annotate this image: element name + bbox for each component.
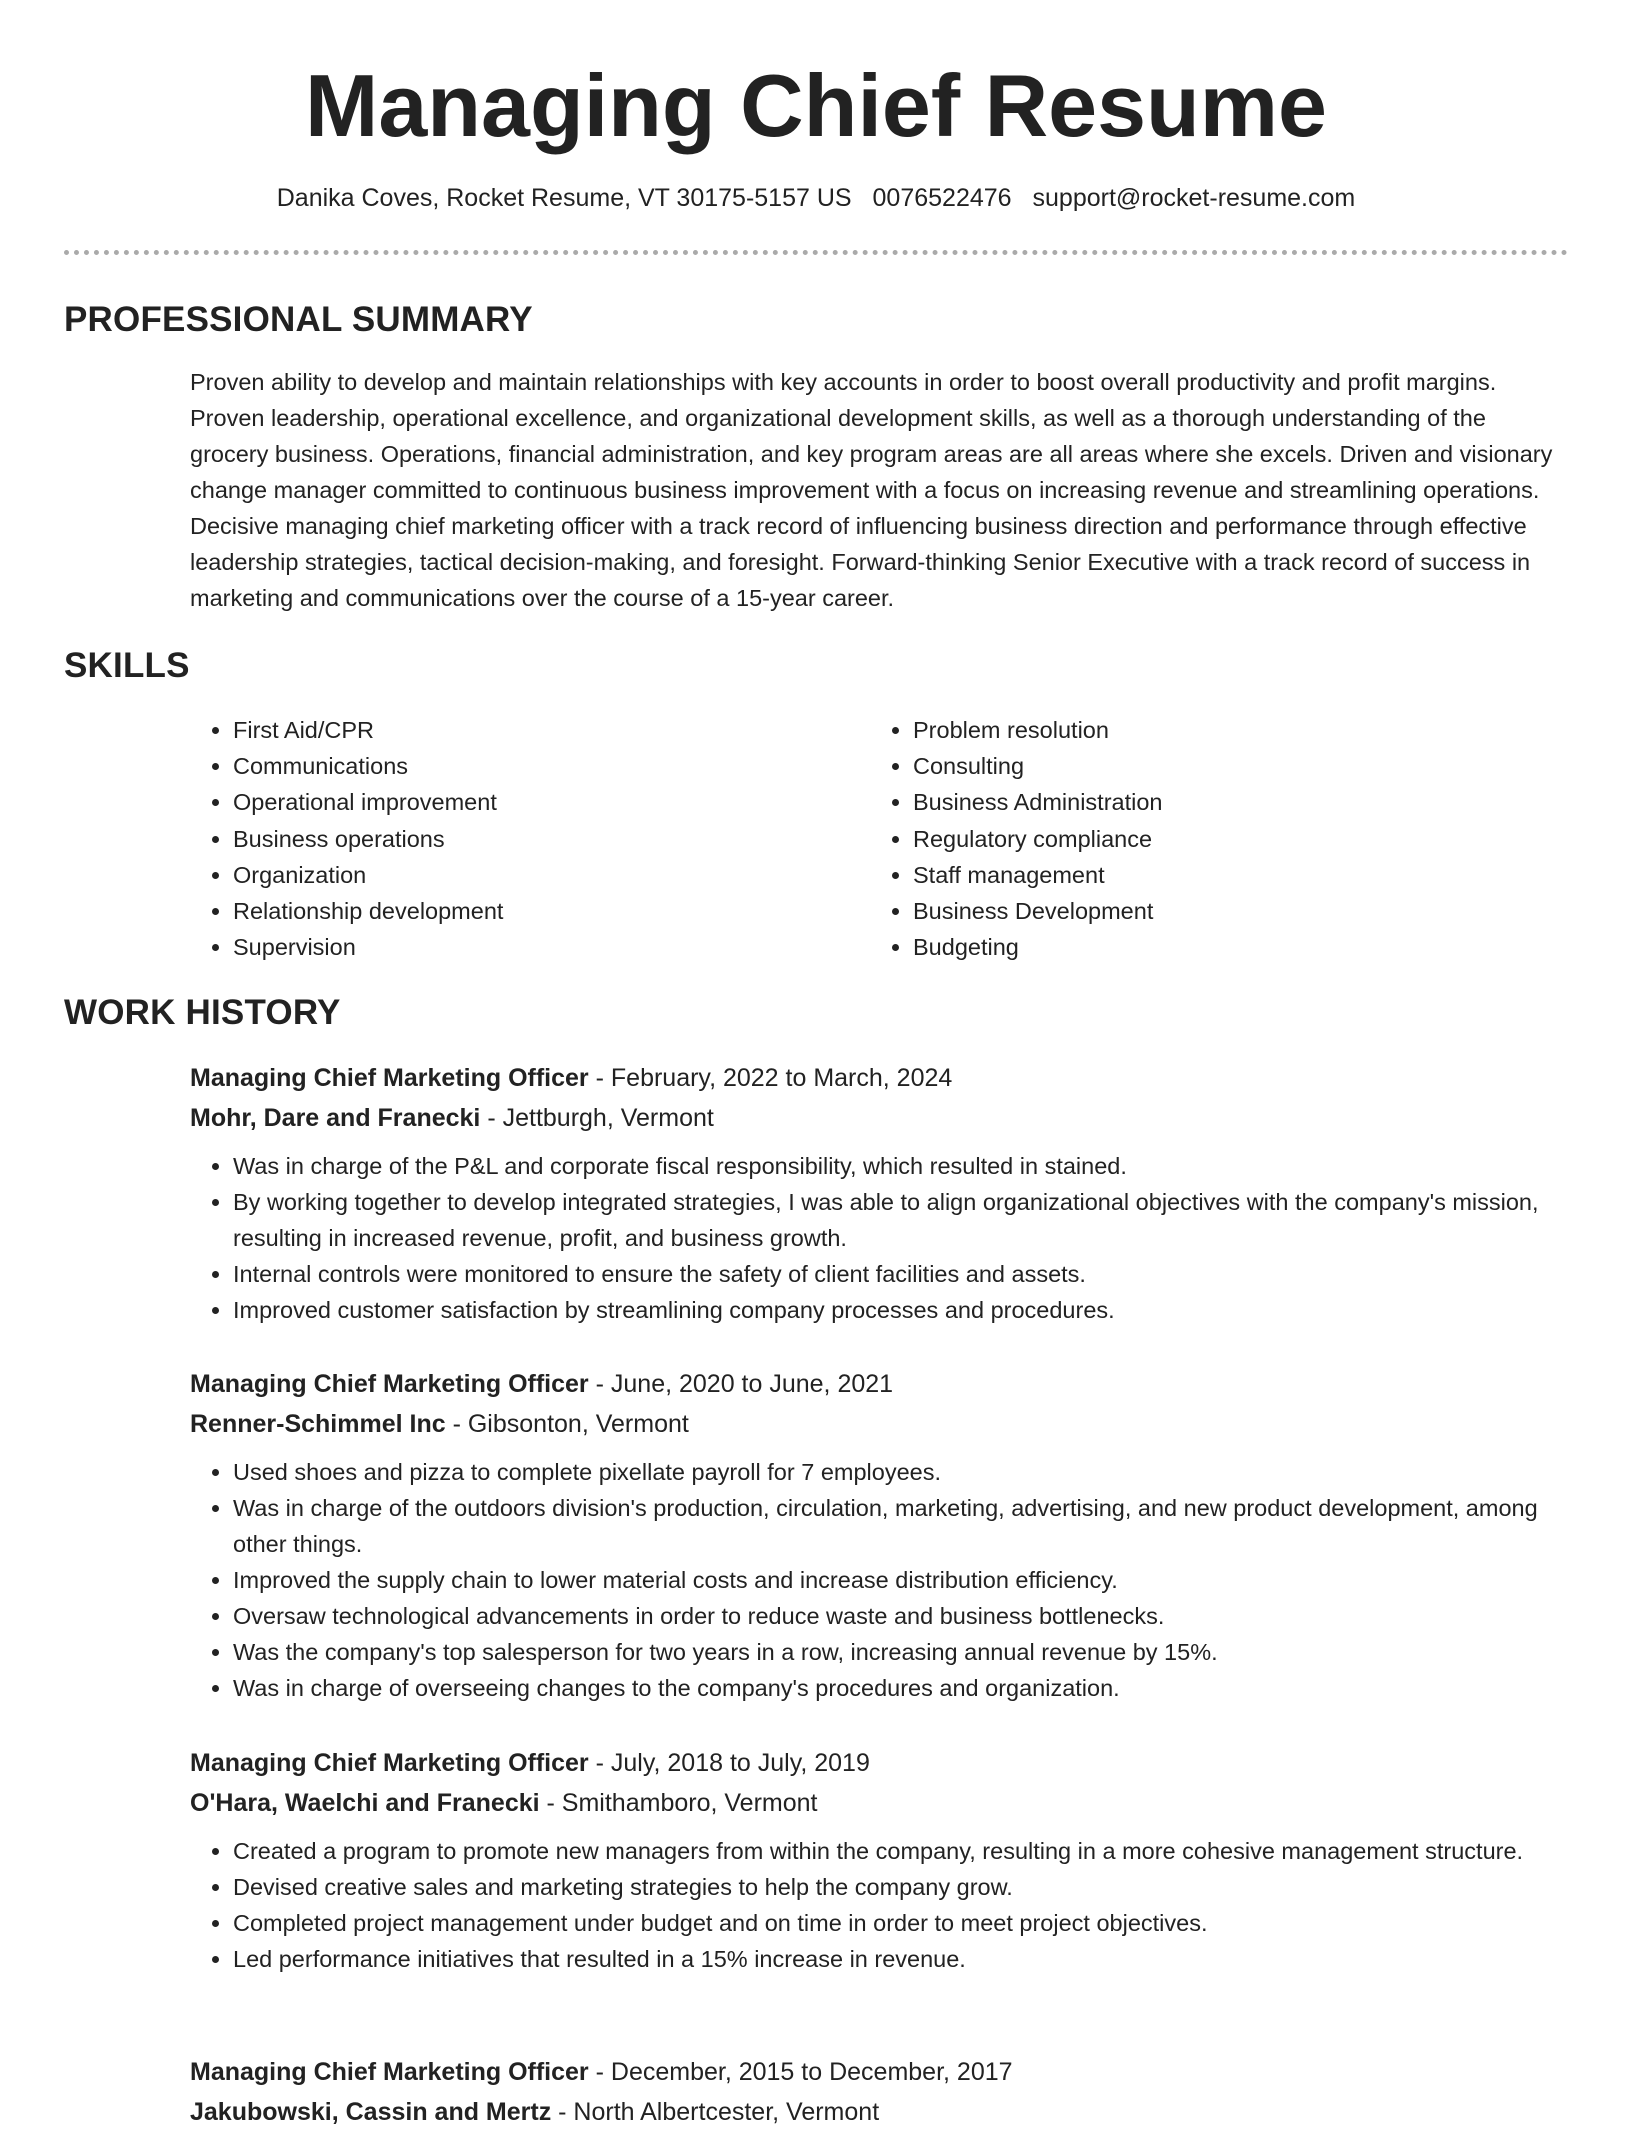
- job-dates: - June, 2020 to June, 2021: [588, 1370, 894, 1398]
- contact-phone: 0076522476: [872, 184, 1012, 212]
- skill-item: • Regulatory compliance: [913, 821, 1550, 857]
- job-bullet: • Completed project management under budget and on time in order to meet project objectives.: [233, 1905, 1570, 1941]
- skill-item: • Staff management: [913, 857, 1550, 893]
- job-entry: [190, 1364, 1570, 1706]
- job-entry: [190, 1743, 1570, 1977]
- skill-item: • Business Development: [913, 893, 1550, 929]
- skill-item: • Operational improvement: [233, 784, 870, 820]
- job-bullets: [190, 1833, 1570, 1977]
- skill-item: • Budgeting: [913, 929, 1550, 965]
- job-dates: - December, 2015 to December, 2017: [588, 2058, 1013, 2086]
- summary-text: Proven ability to develop and maintain relationships with key accounts in order to boost overall productivity and profit margins. Proven leadership, operational excellence, and organizational development skills, as well as a thorough understanding of the grocery business. Operations, financial administration, and key program areas are all areas where she excels. Driven and visionary change manager committed to continuous business improvement with a focus on increasing revenue and streamlining operations. Decisive managing chief marketing officer with a track record of influencing business direction and performance through effective leadership strategies, tactical decision-making, and foresight. Forward-thinking Senior Executive with a track record of success in marketing and communications over the course of a 15-year career.: [190, 369, 1553, 611]
- header-divider: [64, 250, 1568, 255]
- job-entry: [190, 2052, 1570, 2132]
- job-location: - Smithamboro, Vermont: [539, 1789, 818, 1817]
- job-title-line: [190, 1743, 1570, 1783]
- skills-column-left: [190, 712, 870, 965]
- job-location: - North Albertcester, Vermont: [551, 2098, 880, 2126]
- skill-item: • Problem resolution: [913, 712, 1550, 748]
- skill-item: • Supervision: [233, 929, 870, 965]
- job-bullet: • Created a program to promote new managers from within the company, resulting in a more cohesive management structure.: [233, 1833, 1570, 1869]
- job-company: Jakubowski, Cassin and Mertz: [190, 2098, 552, 2126]
- skill-item: • First Aid/CPR: [233, 712, 870, 748]
- job-company: Mohr, Dare and Franecki: [190, 1104, 481, 1132]
- job-company-line: [190, 2092, 1570, 2132]
- job-company-line: [190, 1404, 1570, 1444]
- job-bullet: • Internal controls were monitored to ensure the safety of client facilities and assets.: [233, 1256, 1570, 1292]
- job-title: Managing Chief Marketing Officer: [190, 1370, 589, 1398]
- job-bullet: • Oversaw technological advancements in order to reduce waste and business bottlenecks.: [233, 1598, 1570, 1634]
- skill-item: • Relationship development: [233, 893, 870, 929]
- job-title-line: [190, 1364, 1570, 1404]
- job-title: Managing Chief Marketing Officer: [190, 1749, 589, 1777]
- job-bullet: • Used shoes and pizza to complete pixellate payroll for 7 employees.: [233, 1454, 1570, 1490]
- job-dates: - July, 2018 to July, 2019: [588, 1749, 870, 1777]
- contact-line: [0, 180, 1632, 216]
- job-title-line: [190, 1058, 1570, 1098]
- section-heading-summary: PROFESSIONAL SUMMARY: [64, 300, 533, 339]
- contact-address: Danika Coves, Rocket Resume, VT 30175-5157 US: [276, 184, 852, 212]
- job-bullet: • Was in charge of the P&L and corporate fiscal responsibility, which resulted in stained.: [233, 1148, 1570, 1184]
- skill-item: • Organization: [233, 857, 870, 893]
- section-heading-work-history: WORK HISTORY: [64, 993, 341, 1032]
- job-bullet: • Was the company's top salesperson for two years in a row, increasing annual revenue by 15%.: [233, 1634, 1570, 1670]
- job-company: Renner-Schimmel Inc: [190, 1410, 446, 1438]
- skill-item: • Consulting: [913, 748, 1550, 784]
- job-bullet: • Improved the supply chain to lower material costs and increase distribution efficiency.: [233, 1562, 1570, 1598]
- job-bullet: • By working together to develop integrated strategies, I was able to align organizational objectives with the company's mission, resulting in increased revenue, profit, and business growth.: [233, 1184, 1570, 1256]
- job-bullet: • Was in charge of overseeing changes to the company's procedures and organization.: [233, 1670, 1570, 1706]
- job-company-line: [190, 1783, 1570, 1823]
- job-bullets: [190, 1148, 1570, 1328]
- job-bullet: • Improved customer satisfaction by streamlining company processes and procedures.: [233, 1292, 1570, 1328]
- skill-item: • Business operations: [233, 821, 870, 857]
- resume-title: Managing Chief Resume: [305, 56, 1327, 155]
- section-heading-skills: SKILLS: [64, 646, 190, 685]
- job-bullet: • Led performance initiatives that resulted in a 15% increase in revenue.: [233, 1941, 1570, 1977]
- job-bullets: [190, 1454, 1570, 1706]
- job-company-line: [190, 1098, 1570, 1138]
- job-location: - Gibsonton, Vermont: [445, 1410, 689, 1438]
- skills-column-right: [870, 712, 1550, 965]
- job-title-line: [190, 2052, 1570, 2092]
- job-location: - Jettburgh, Vermont: [480, 1104, 714, 1132]
- job-dates: - February, 2022 to March, 2024: [588, 1064, 953, 1092]
- skills-list: [190, 712, 1570, 965]
- job-bullet: • Devised creative sales and marketing strategies to help the company grow.: [233, 1869, 1570, 1905]
- job-entry: [190, 1058, 1570, 1328]
- job-bullet: • Was in charge of the outdoors division's production, circulation, marketing, advertising, and new product development, among other things.: [233, 1490, 1570, 1562]
- skill-item: • Communications: [233, 748, 870, 784]
- job-title: Managing Chief Marketing Officer: [190, 1064, 589, 1092]
- contact-email: support@rocket-resume.com: [1032, 184, 1356, 212]
- job-company: O'Hara, Waelchi and Franecki: [190, 1789, 540, 1817]
- job-title: Managing Chief Marketing Officer: [190, 2058, 589, 2086]
- skill-item: • Business Administration: [913, 784, 1550, 820]
